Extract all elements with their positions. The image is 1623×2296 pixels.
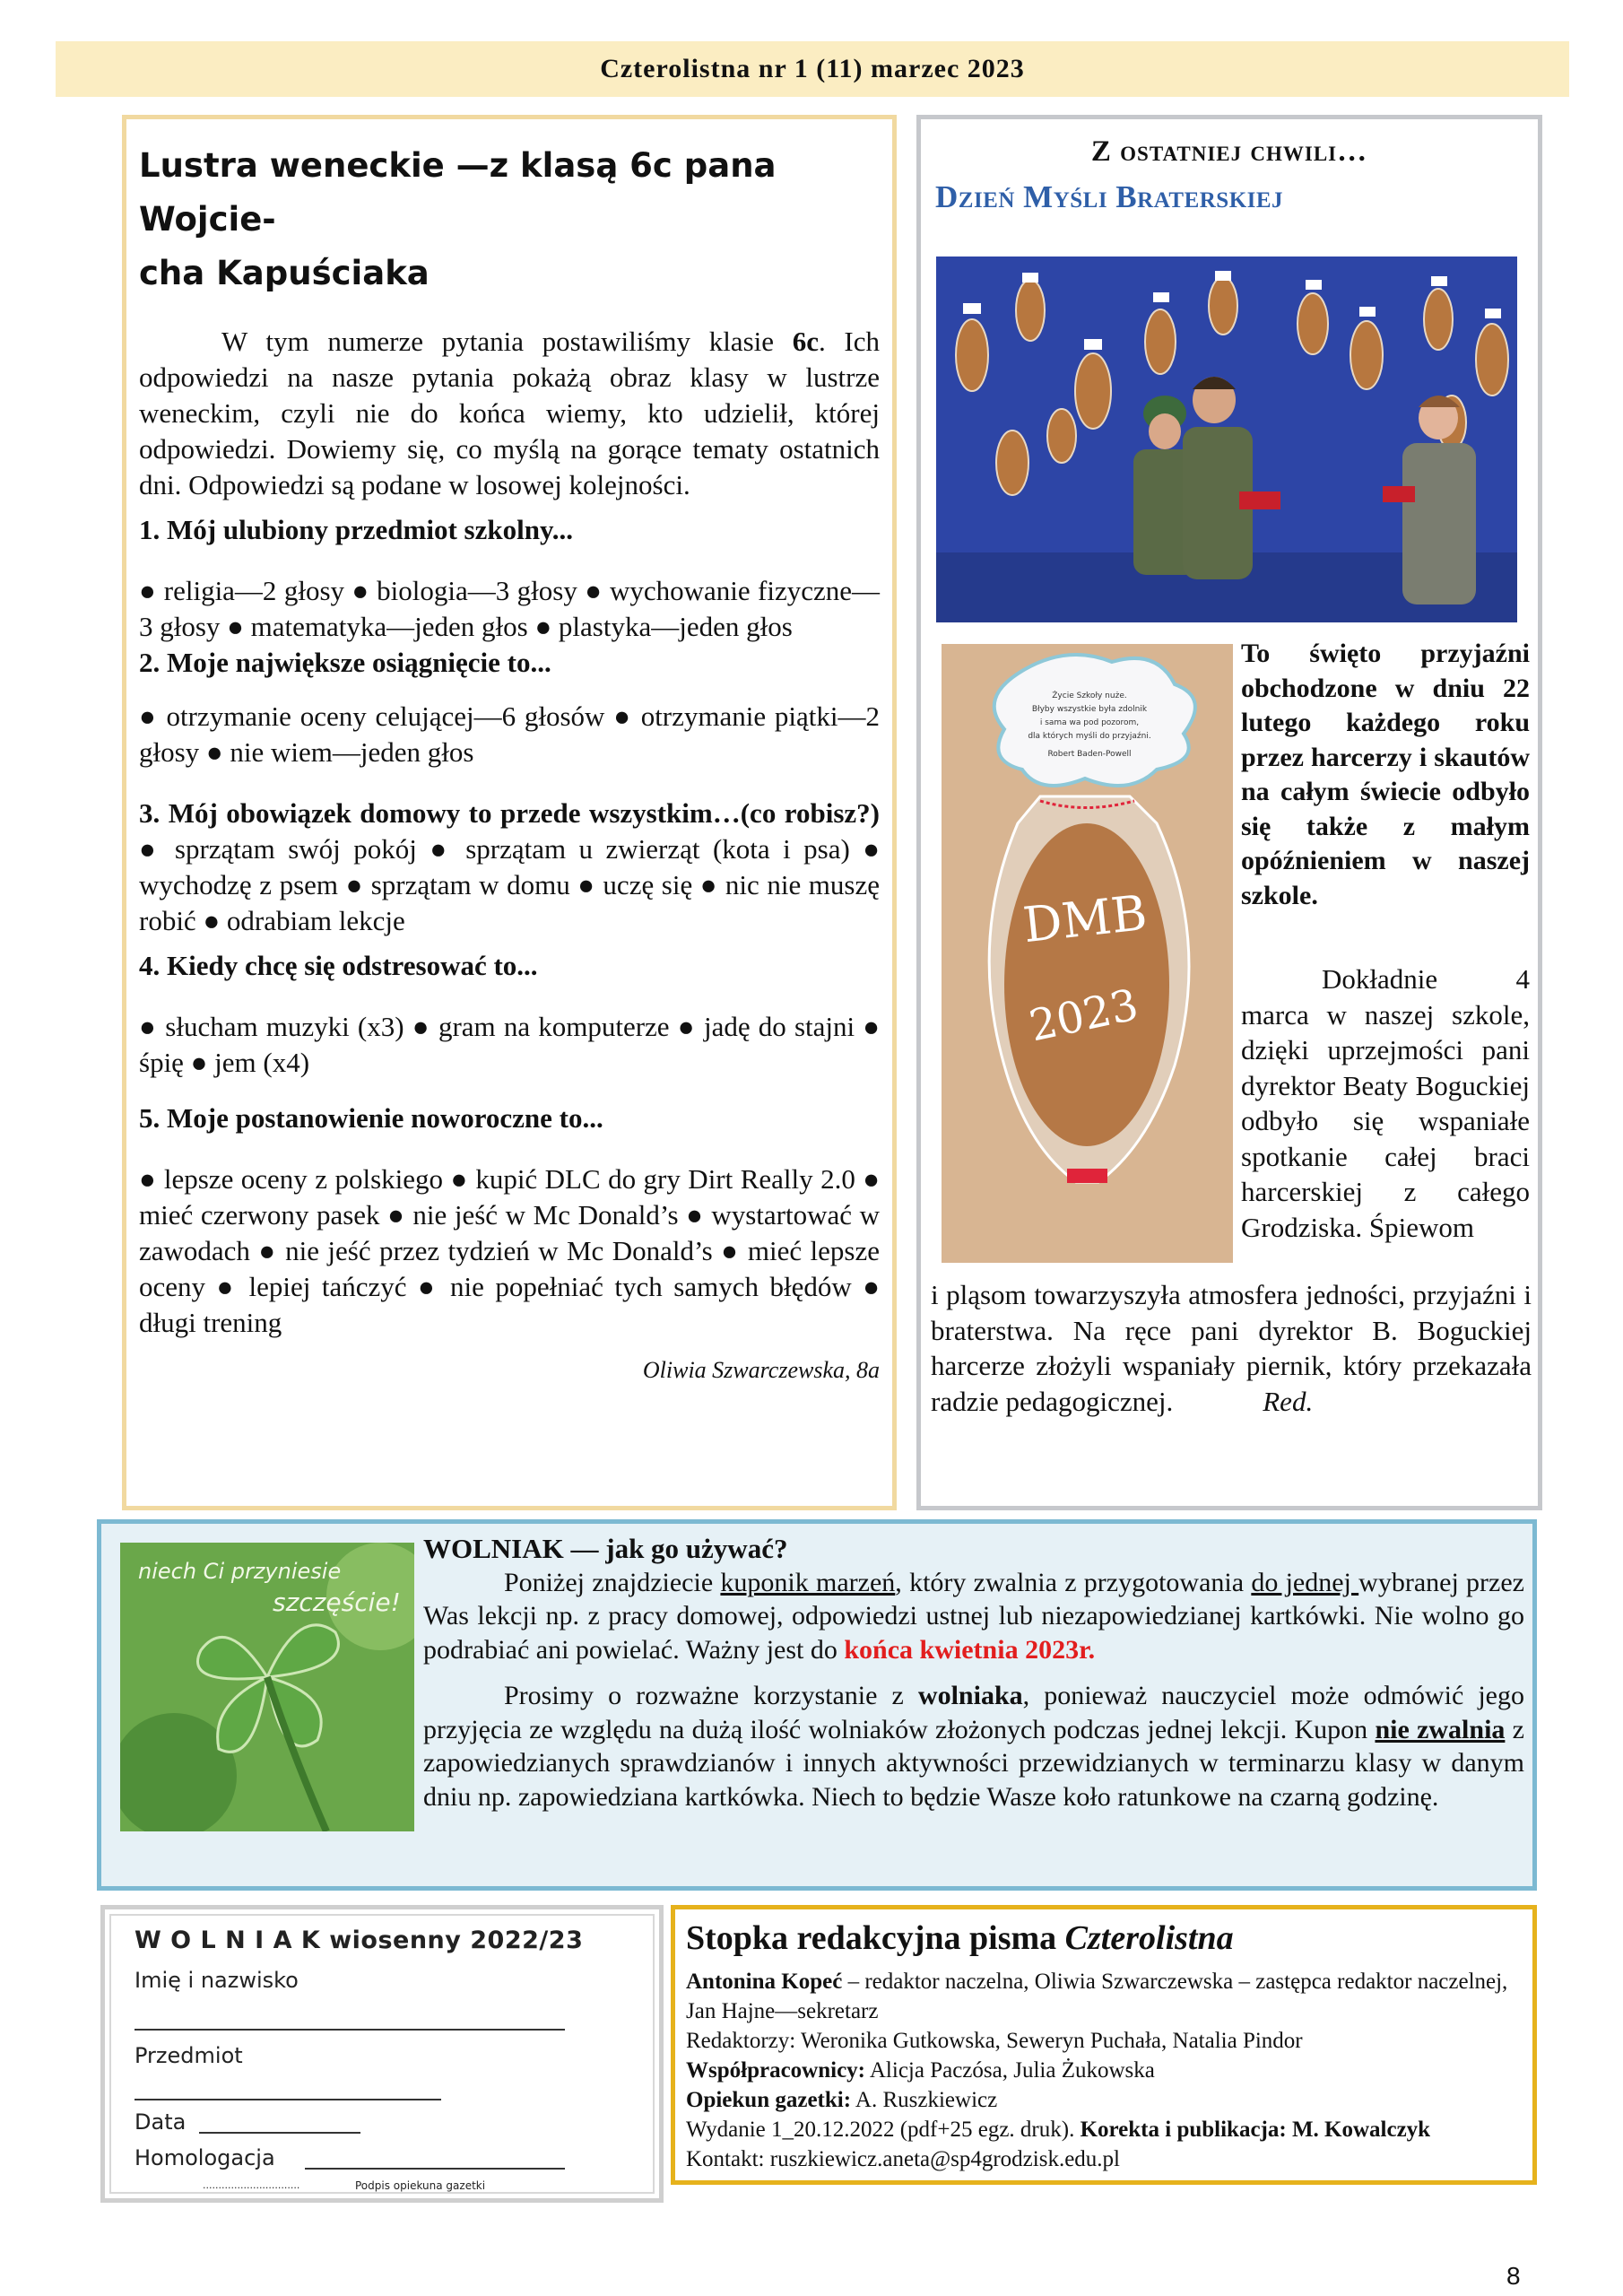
- masthead-coworkers-names: Alicja Paczósa, Julia Żukowska: [865, 2058, 1155, 2083]
- gingerbread-drawing: [942, 644, 1233, 1263]
- wp1-b: , który zwalnia z przygotowania: [895, 1567, 1252, 1597]
- wp2-a: Prosimy o rozważne korzystanie z: [504, 1681, 918, 1710]
- coupon-homologation-line: [305, 2168, 565, 2170]
- intro-class: 6c: [792, 326, 819, 357]
- clover-drawing: [120, 1543, 414, 1831]
- masthead-supervisor: [686, 2085, 1522, 2115]
- coupon-field-homologation: Homologacja: [135, 2145, 275, 2170]
- masthead-supervisor-name: A. Ruszkiewicz: [851, 2088, 998, 2112]
- masthead-title-prefix: Stopka redakcyjna pisma: [686, 1919, 1065, 1957]
- article-title-line1: Lustra weneckie —z klasą 6c pana Wojcie-: [139, 146, 777, 239]
- wp1-underline-1: kuponik marzeń: [720, 1567, 896, 1597]
- wp1-a: Poniżej znajdziecie: [504, 1567, 721, 1597]
- svg-text:Błyby wszystkie była zdolnik: Błyby wszystkie była zdolnik: [1031, 705, 1148, 714]
- question-5: 5. Moje postanowienie noworoczne to...: [139, 1102, 603, 1134]
- scouts-photo-drawing: [936, 257, 1517, 622]
- masthead-title-name: Czterolistna: [1064, 1919, 1234, 1957]
- article-title-line2: cha Kapuściaka: [139, 254, 430, 292]
- intro-text-b: . Ich odpowiedzi na nasze pytania pokażą obraz klasy w lustrze weneckim, czyli nie do końca wiemy, kto udzielił, której odpowiedzi. Dowiemy się, co myślą na gorące tematy ostatnich dni. Odpowiedzi są podane w losowej kolejności.: [139, 326, 880, 500]
- wp1-underline-2: do jednej: [1251, 1567, 1359, 1597]
- coupon-title: W O L N I A K wiosenny 2022/23: [135, 1926, 584, 1954]
- wp1-deadline: końca kwietnia 2023r.: [844, 1634, 1096, 1665]
- dmb-gingerbread-photo: [942, 644, 1233, 1263]
- masthead-edition-text: Wydanie 1_20.12.2022 (pdf+25 egz. druk).: [686, 2118, 1081, 2142]
- wp2-b: , ponieważ nauczyciel może odmówić jego przyjęcia ze względu na dużą ilość wolniaków złożonych podczas jednej lekcji. Kupon: [423, 1681, 1524, 1744]
- masthead-supervisor-label: Opiekun gazetki:: [686, 2088, 852, 2112]
- question-3: 3. Mój obowiązek domowy to przede wszystkim…(co robisz?): [139, 797, 880, 829]
- masthead-contact: Kontakt: ruszkiewicz.aneta@sp4grodzisk.edu.pl: [686, 2147, 1120, 2171]
- coupon-subject-line: [135, 2099, 441, 2100]
- article-intro: [139, 324, 880, 503]
- brotherhood-body-full-text: i pląsom towarzyszyła atmosfera jedności, przyjaźni i braterstwa. Na ręce pani dyrektor B. Boguckiej harcerze złożyli wspaniały piernik, który przekazała radzie pedagogicznej.: [931, 1279, 1532, 1417]
- brotherhood-body-side: [1241, 961, 1530, 1245]
- coupon-date-line: [199, 2132, 360, 2134]
- coupon-field-subject: Przedmiot: [135, 2043, 243, 2068]
- masthead-title: [686, 1918, 1522, 1958]
- coupon-field-date: Data: [135, 2109, 187, 2135]
- masthead-box: [671, 1905, 1537, 2185]
- svg-text:dla których myśli do przyjaźni: dla których myśli do przyjaźni.: [1028, 732, 1151, 741]
- wp2-underline: nie zwalnia: [1375, 1714, 1506, 1744]
- question-4: 4. Kiedy chcę się odstresować to...: [139, 950, 538, 981]
- coupon-field-name: Imię i nazwisko: [135, 1968, 299, 1993]
- answer-1: ● religia—2 głosy ● biologia—3 głosy ● wychowanie fizyczne—3 głosy ● matematyka—jeden głos ● plastyka—jeden głos: [139, 575, 880, 642]
- article-title: [139, 139, 880, 300]
- coupon-signature-label: Podpis opiekuna gazetki: [355, 2179, 486, 2192]
- cookie-text-dmb: DMB: [1020, 884, 1150, 954]
- scouts-ceremony-photo: [936, 257, 1517, 622]
- masthead-editor-rest: – redaktor naczelna, Oliwia Szwarczewska – zastępca redaktor naczelnej, Jan Hajne—sekretarz: [686, 1970, 1508, 2023]
- masthead-correction: Korekta i publikacja: M. Kowalczyk: [1080, 2118, 1431, 2142]
- brotherhood-body-side-text: Dokładnie 4 marca w naszej szkole, dzięki uprzejmości pani dyrektor Beaty Boguckiej odbyło się wspaniałe spotkanie całej braci harcerskiej z całego Grodziska. Śpiewom: [1241, 963, 1530, 1243]
- clover-caption-1: niech Ci przyniesie: [138, 1559, 342, 1584]
- masthead-editors: Redaktorzy: Weronika Gutkowska, Seweryn Puchała, Natalia Pindor: [686, 2029, 1303, 2053]
- masthead-coworkers-label: Współpracownicy:: [686, 2058, 865, 2083]
- issue-header: Czterolistna nr 1 (11) marzec 2023: [56, 41, 1569, 97]
- article-author: Oliwia Szwarczewska, 8a: [642, 1357, 880, 1383]
- clover-caption-2: szczęście!: [273, 1587, 401, 1617]
- answer-5: ● lepsze oceny z polskiego ● kupić DLC do gry Dirt Really 2.0 ● mieć czerwony pasek ● nie jeść w Mc Donald’s ● wystartować w zawodach ● nie jeść przez tydzień w Mc Donald’s ● mieć lepsze oceny ● lepiej tańczyć ● nie popełniać tych samych błędów ● długi trening: [139, 1163, 880, 1338]
- masthead-editor-name: Antonina Kopeć: [686, 1970, 843, 1994]
- question-1: 1. Mój ulubiony przedmiot szkolny...: [139, 514, 573, 545]
- svg-text:i sama wa pod pozorom,: i sama wa pod pozorom,: [1039, 718, 1140, 727]
- brotherhood-signature: Red.: [1263, 1385, 1314, 1417]
- question-2: 2. Moje największe osiągnięcie to...: [139, 647, 551, 678]
- answer-4: ● słucham muzyki (x3) ● gram na komputerze ● jadę do stajni ● śpię ● jem (x4): [139, 1011, 880, 1078]
- section-kicker: Z ostatniej chwili…: [1090, 135, 1368, 168]
- masthead-editor-line: [686, 1967, 1522, 2026]
- article-title-brotherhood: Dzień Myśli Braterskiej: [935, 179, 1284, 214]
- wp2-bold: wolniaka: [917, 1681, 1023, 1710]
- answer-2: ● otrzymanie oceny celującej—6 głosów ● otrzymanie piątki—2 głosy ● nie wiem—jeden głos: [139, 700, 880, 768]
- brotherhood-body-full: [931, 1277, 1532, 1419]
- brotherhood-lead: To święto przyjaźni obchodzone w dniu 22 lutego każdego roku przez harcerzy i skautów na całym świecie odbyło się także z małym opóźnieniem w naszej szkole.: [1241, 639, 1530, 910]
- wp1-c: wybranej przez Was lekcji np. z pracy domowej, odpowiedzi ustnej lub niezapowiedzianej kartkówki. Nie wolno go podrabiać ani powielać. Ważny jest do: [423, 1567, 1524, 1665]
- masthead-coworkers: [686, 2056, 1522, 2085]
- intro-text-a: W tym numerze pytania postawiliśmy klasie: [221, 326, 793, 357]
- wolniak-heading: WOLNIAK — jak go używać?: [423, 1533, 788, 1564]
- coupon-name-line: [135, 2029, 565, 2031]
- svg-text:Robert Baden-Powell: Robert Baden-Powell: [1047, 750, 1132, 759]
- svg-text:Życie Szkoły nuże.: Życie Szkoły nuże.: [1052, 691, 1127, 700]
- masthead-edition: [686, 2115, 1522, 2144]
- question-3-block: [139, 796, 880, 939]
- wp2-c: z zapowiedzianych sprawdzianów i innych aktywności przewidzianych w terminarzu klasy w danym dniu np. zapowiedziana kartkówka. Niech to będzie Wasze koło ratunkowe na czarną godzinę.: [423, 1714, 1524, 1812]
- cookie-text-year: 2023: [1025, 979, 1143, 1052]
- article-venetian-mirrors: [122, 115, 897, 1510]
- wolniak-info-text: [423, 1532, 1524, 1813]
- four-leaf-clover-image: [120, 1543, 414, 1831]
- wolniak-paragraph-1: [423, 1566, 1524, 1667]
- answer-3: ● sprzątam swój pokój ● sprzątam u zwierząt (kota i psa) ● wychodzę z psem ● sprzątam w domu ● uczę się ● nic nie muszę robić ● odrabiam lekcje: [139, 833, 880, 936]
- wolniak-paragraph-2: [423, 1679, 1524, 1813]
- coupon-signature-dots: ...............................: [203, 2179, 300, 2191]
- page-number: 8: [1506, 2262, 1521, 2290]
